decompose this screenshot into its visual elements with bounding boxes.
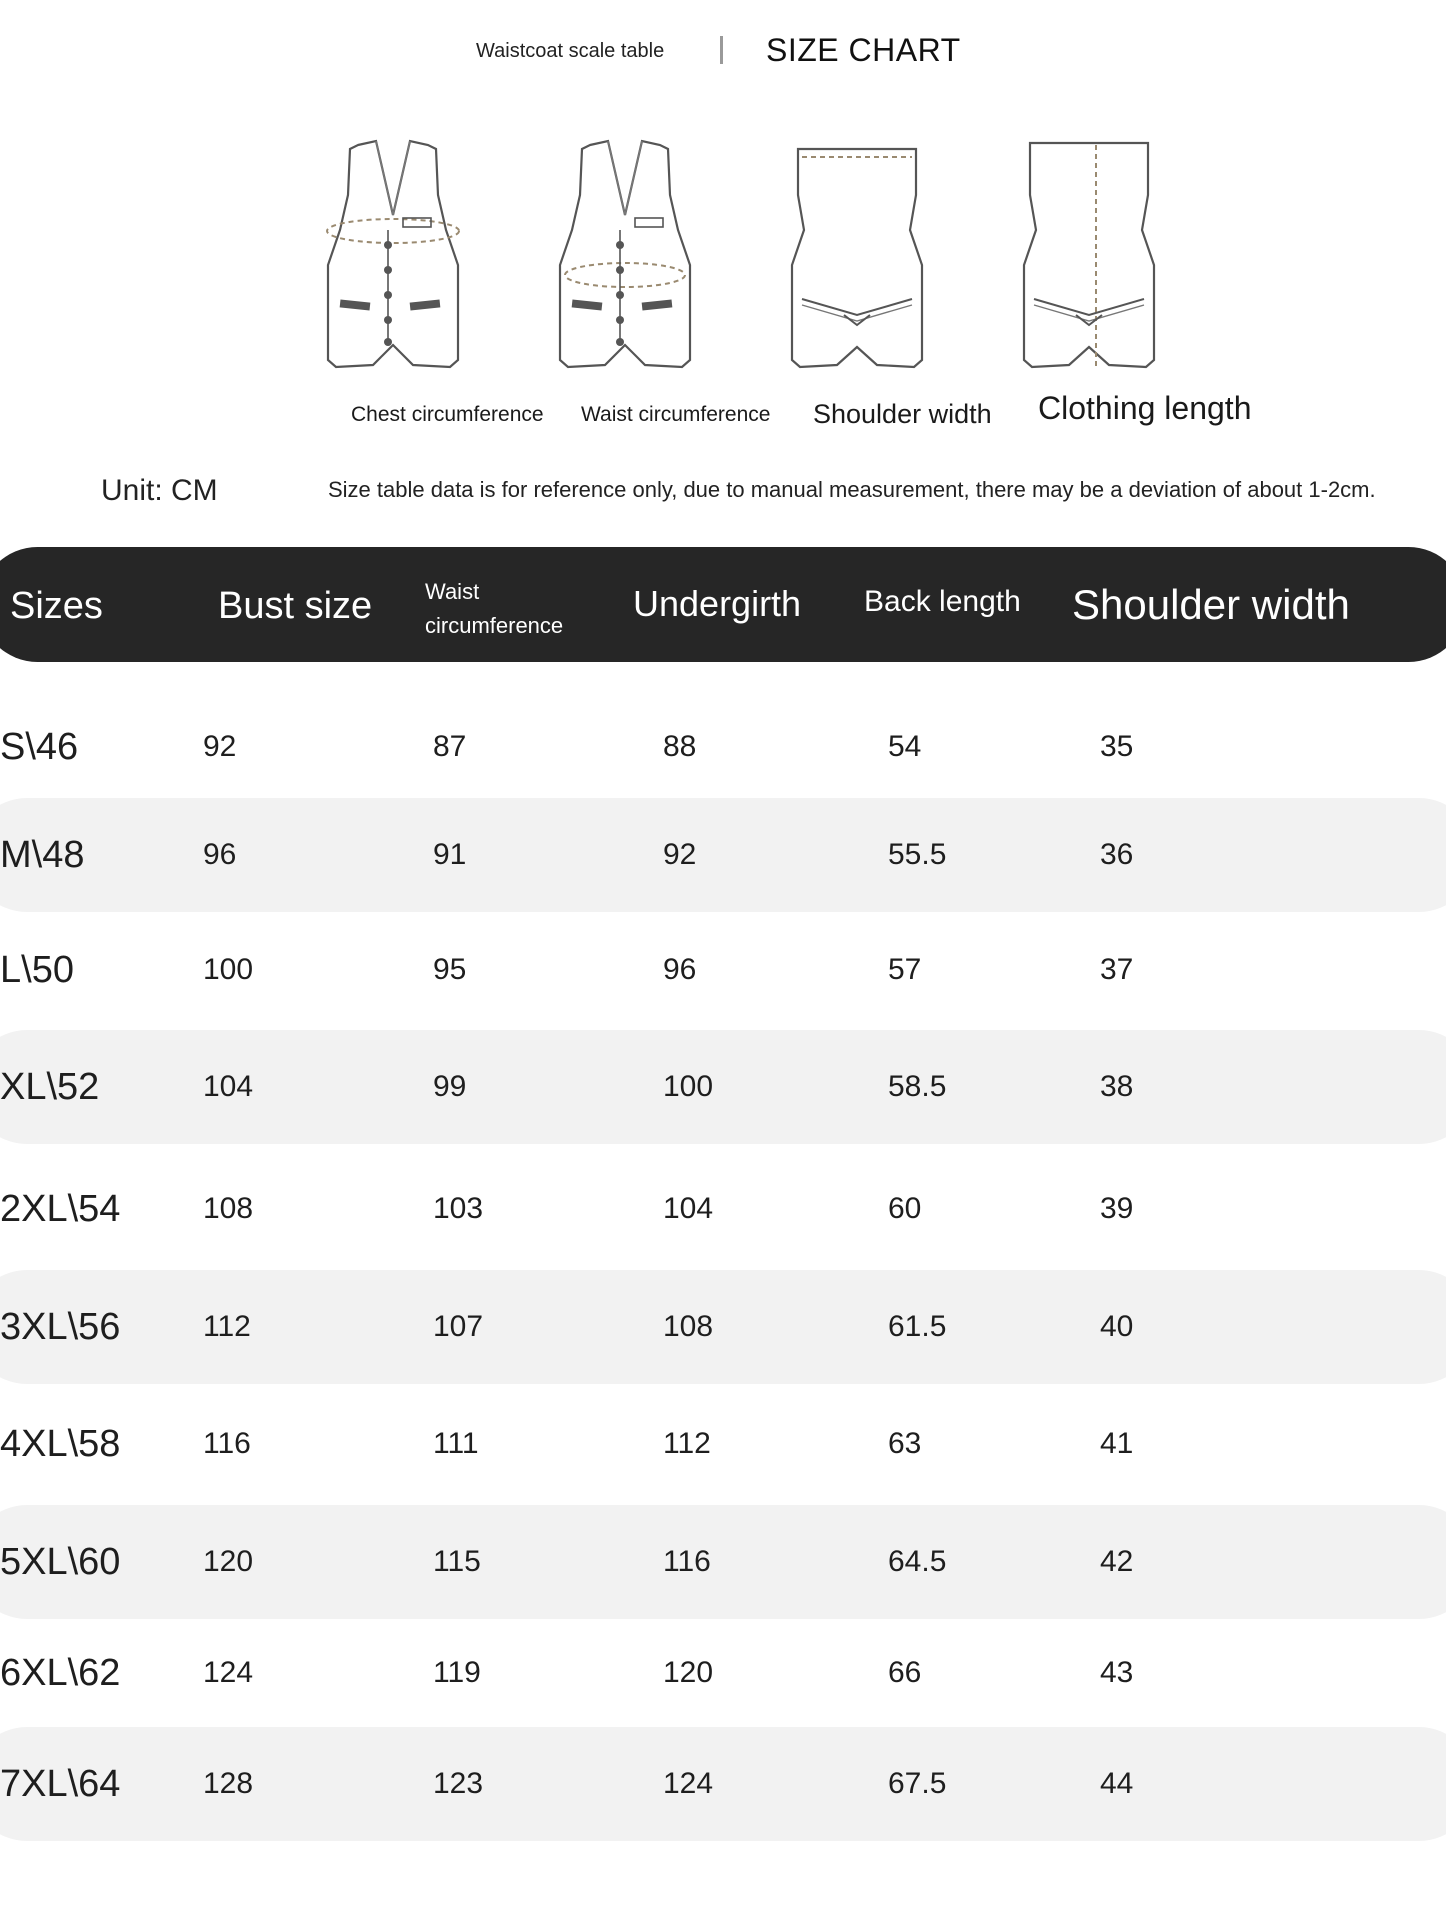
cell-size: M\48 [0,834,85,876]
cell-back-length: 55.5 [888,838,947,871]
cell-waist: 103 [433,1192,484,1225]
cell-bust: 104 [203,1070,254,1103]
cell-bust: 100 [203,953,254,986]
cell-back-length: 63 [888,1427,922,1460]
header-divider [720,36,723,64]
illustration-label-shoulder: Shoulder width [813,399,992,429]
cell-waist: 87 [433,730,467,763]
cell-back-length: 54 [888,730,922,763]
table-row [0,690,1446,804]
cell-shoulder: 38 [1100,1070,1134,1103]
cell-waist: 123 [433,1767,484,1800]
cell-bust: 108 [203,1192,254,1225]
illustration-label-length: Clothing length [1038,390,1252,426]
cell-back-length: 64.5 [888,1545,947,1578]
cell-back-length: 58.5 [888,1070,947,1103]
cell-waist: 119 [433,1656,481,1689]
column-header-bust: Bust size [218,585,373,627]
vest-front-waist-icon [550,135,700,380]
table-row [0,798,1446,912]
unit-label: Unit: CM [101,474,218,507]
vest-back-shoulder-icon [782,135,932,380]
cell-undergirth: 112 [663,1427,711,1460]
cell-shoulder: 44 [1100,1767,1134,1800]
cell-size: 7XL\64 [0,1763,121,1805]
cell-size: XL\52 [0,1066,100,1108]
cell-undergirth: 88 [663,730,697,763]
cell-back-length: 66 [888,1656,922,1689]
cell-shoulder: 39 [1100,1192,1134,1225]
column-header-undergirth: Undergirth [633,583,802,624]
chart-subtitle: Waistcoat scale table [476,40,665,62]
cell-bust: 120 [203,1545,254,1578]
cell-waist: 111 [433,1427,479,1460]
cell-bust: 112 [203,1310,251,1343]
cell-size: 3XL\56 [0,1306,121,1348]
cell-shoulder: 42 [1100,1545,1134,1578]
column-header-waist-line1: Waist [425,579,480,604]
cell-size: 5XL\60 [0,1541,121,1583]
vest-front-chest-icon [318,135,468,380]
cell-undergirth: 124 [663,1767,714,1800]
cell-waist: 95 [433,953,467,986]
column-header-waist-line2: circumference [425,613,564,638]
table-header-bar [0,547,1446,662]
cell-bust: 116 [203,1427,251,1460]
cell-back-length: 61.5 [888,1310,947,1343]
cell-undergirth: 104 [663,1192,714,1225]
table-row [0,1152,1446,1266]
cell-bust: 96 [203,838,237,871]
cell-waist: 91 [433,838,467,871]
table-row [0,1270,1446,1384]
cell-size: 4XL\58 [0,1423,121,1465]
cell-bust: 128 [203,1767,254,1800]
cell-size: S\46 [0,726,79,768]
cell-waist: 99 [433,1070,467,1103]
cell-undergirth: 108 [663,1310,714,1343]
cell-shoulder: 37 [1100,953,1134,986]
cell-size: 6XL\62 [0,1652,121,1694]
cell-back-length: 60 [888,1192,922,1225]
table-row [0,1387,1446,1501]
column-header-back-length: Back length [864,585,1021,618]
vest-back-length-icon [1014,135,1164,380]
cell-undergirth: 120 [663,1656,714,1689]
cell-undergirth: 92 [663,838,697,871]
cell-bust: 92 [203,730,237,763]
cell-undergirth: 96 [663,953,697,986]
chart-title: SIZE CHART [766,32,961,68]
table-row [0,1030,1446,1144]
cell-shoulder: 36 [1100,838,1134,871]
table-row [0,1727,1446,1841]
cell-size: 2XL\54 [0,1188,121,1230]
cell-shoulder: 41 [1100,1427,1134,1460]
cell-undergirth: 100 [663,1070,714,1103]
table-row [0,1616,1446,1730]
column-header-waist [425,575,563,643]
illustration-label-chest: Chest circumference [351,403,544,426]
cell-shoulder: 35 [1100,730,1134,763]
measurement-note: Size table data is for reference only, due to manual measurement, there may be a deviation of about 1-2cm. [328,477,1376,502]
cell-bust: 124 [203,1656,254,1689]
table-row [0,1505,1446,1619]
cell-waist: 115 [433,1545,481,1578]
cell-back-length: 67.5 [888,1767,947,1800]
cell-undergirth: 116 [663,1545,711,1578]
column-header-sizes: Sizes [10,585,103,627]
cell-size: L\50 [0,949,74,991]
column-header-shoulder: Shoulder width [1072,581,1350,628]
cell-shoulder: 43 [1100,1656,1134,1689]
table-row [0,913,1446,1027]
illustration-label-waist: Waist circumference [581,403,771,426]
cell-back-length: 57 [888,953,922,986]
cell-shoulder: 40 [1100,1310,1134,1343]
cell-waist: 107 [433,1310,484,1343]
